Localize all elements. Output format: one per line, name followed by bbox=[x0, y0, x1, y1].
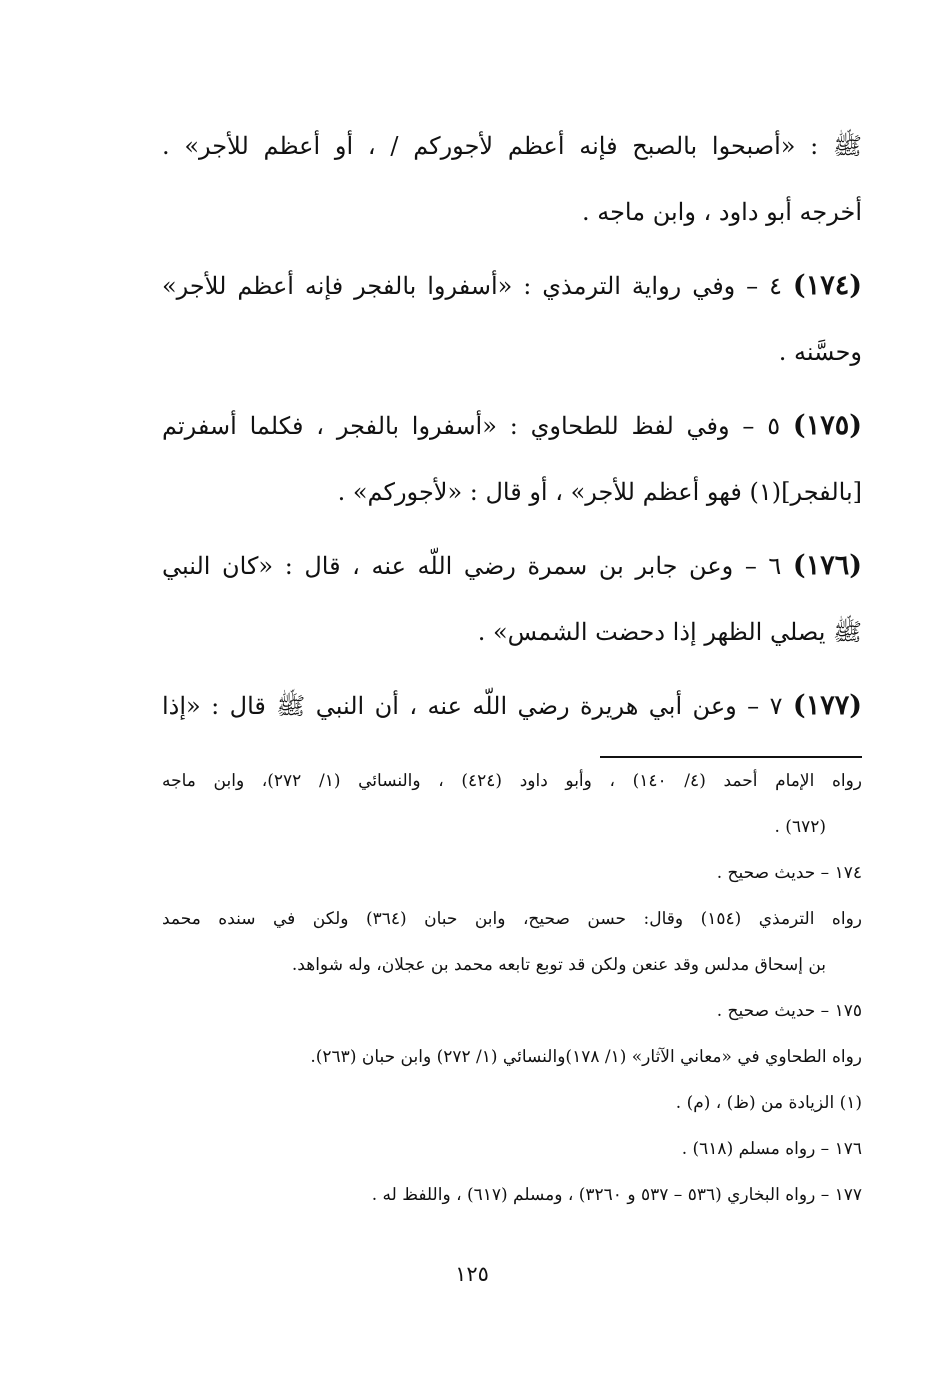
footnote-line: (٦٧٢) . bbox=[774, 817, 826, 837]
footnote-line: ١٧٧ – رواه البخاري (٥٣٦ – ٥٣٧ و ٣٢٦٠) ، ومسلم (٦١٧) ، واللفظ له . bbox=[371, 1185, 862, 1205]
footnote-line: ١٧٥ – حديث صحيح . bbox=[716, 1001, 862, 1021]
hadith-number: (١٧٧) bbox=[792, 690, 862, 721]
hadith-number: (١٧٦) bbox=[792, 550, 862, 581]
text-line-1: ﷺ : «أصبحوا بالصبح فإنه أعظم لأجوركم / ، أو أعظم للأجر» . bbox=[162, 132, 862, 160]
main-text bbox=[162, 128, 862, 754]
footnote-separator bbox=[600, 756, 862, 758]
page-number: ١٢٥ bbox=[455, 1262, 489, 1286]
footnote-line: رواه الإمام أحمد (٤/ ١٤٠) ، وأبو داود (٤٢٤) ، والنسائي (١/ ٢٧٢)، وابن ماجه bbox=[162, 771, 863, 791]
hadith-177-line-1: (١٧٧) ٧ – وعن أبي هريرة رضي اللّه عنه ، أن النبي ﷺ قال : «إذا bbox=[162, 690, 862, 721]
footnote-line: ١٧٤ – حديث صحيح . bbox=[716, 863, 862, 883]
footnote-line: رواه الطحاوي في «معاني الآثار» (١/ ١٧٨)والنسائي (١/ ٢٧٢) وابن حبان (٢٦٣). bbox=[310, 1047, 862, 1067]
hadith-175-line-1: (١٧٥) ٥ – وفي لفظ للطحاوي : «أسفروا بالفجر ، فكلما أسفرتم bbox=[162, 410, 862, 441]
hadith-number: (١٧٥) bbox=[792, 410, 862, 441]
text-line-2: أخرجه أبو داود ، وابن ماجه . bbox=[581, 198, 862, 226]
hadith-175-line-2: [بالفجر](١) فهو أعظم للأجر» ، أو قال : «لأجوركم» . bbox=[337, 478, 862, 506]
hadith-176-line-2: ﷺ يصلي الظهر إذا دحضت الشمس» . bbox=[477, 618, 862, 646]
footnotes bbox=[162, 768, 862, 1228]
footnote-line: (١) الزيادة من (ظ) ، (م) . bbox=[675, 1093, 862, 1113]
footnote-line: رواه الترمذي (١٥٤) وقال: حسن صحيح، وابن حبان (٣٦٤) ولكن في سنده محمد bbox=[162, 909, 862, 929]
footnote-line: ١٧٦ – رواه مسلم (٦١٨) . bbox=[681, 1139, 862, 1159]
hadith-174-line-2: وحسَّنه . bbox=[778, 338, 862, 366]
footnote-line: بن إسحاق مدلس وقد عنعن ولكن قد توبع تابعه محمد بن عجلان، وله شواهد. bbox=[291, 955, 826, 975]
hadith-174-line-1: (١٧٤) ٤ – وفي رواية الترمذي : «أسفروا بالفجر فإنه أعظم للأجر» bbox=[162, 270, 862, 301]
hadith-176-line-1: (١٧٦) ٦ – وعن جابر بن سمرة رضي اللّه عنه ، قال : «كان النبي bbox=[162, 550, 862, 581]
hadith-number: (١٧٤) bbox=[792, 270, 862, 301]
